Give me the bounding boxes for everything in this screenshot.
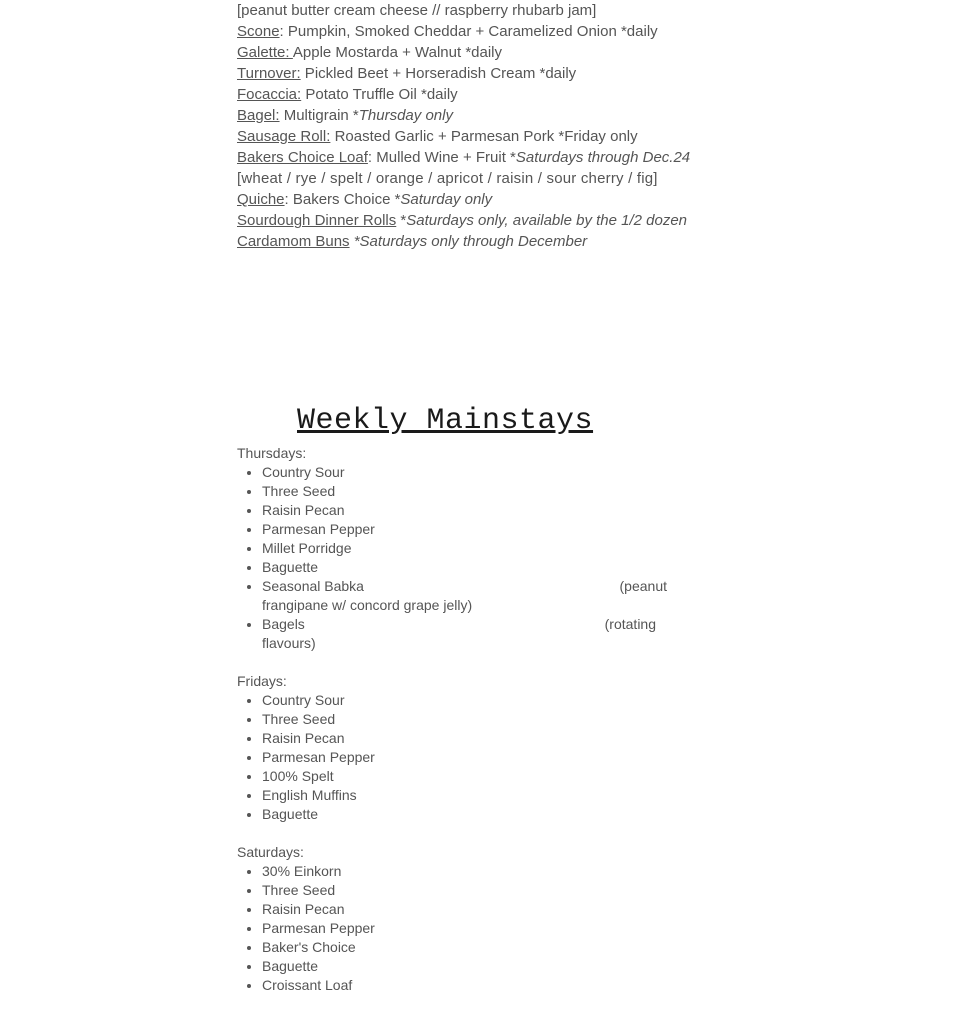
menu-item-galette bbox=[237, 42, 677, 63]
mainstays-list bbox=[237, 444, 667, 995]
list-item: • Three Seed bbox=[262, 881, 667, 900]
quiche-note: Saturday only bbox=[400, 191, 493, 208]
list-item: • Raisin Pecan bbox=[262, 501, 667, 520]
list-item: • 100% Spelt bbox=[262, 767, 667, 786]
cardamom-buns-note: *Saturdays only through December bbox=[353, 233, 588, 250]
bagels-name: • Bagels bbox=[262, 616, 305, 632]
bagels-note: (rotating bbox=[604, 616, 656, 632]
list-item: • Raisin Pecan bbox=[262, 729, 667, 748]
galette-link[interactable]: Galette: bbox=[237, 44, 293, 61]
turnover-link[interactable]: Turnover: bbox=[237, 65, 301, 82]
list-item: • Millet Porridge bbox=[262, 539, 667, 558]
cardamom-buns-link[interactable]: Cardamom Buns bbox=[237, 233, 350, 250]
babka-name: • Seasonal Babka bbox=[262, 578, 364, 594]
menu-item-dinner-rolls bbox=[237, 210, 688, 231]
bakers-choice-loaf-note: Saturdays through Dec.24 bbox=[515, 149, 691, 166]
list-item: • Croissant Loaf bbox=[262, 976, 667, 995]
list-item: • Country Sour bbox=[262, 463, 667, 482]
list-item: • Three Seed bbox=[262, 482, 667, 501]
bakers-choice-loaf-description: : Mulled Wine + Fruit * bbox=[367, 149, 516, 166]
dinner-rolls-link[interactable]: Sourdough Dinner Rolls bbox=[237, 212, 397, 229]
sausage-roll-description: Roasted Garlic + Parmesan Pork *Friday only bbox=[330, 128, 638, 145]
list-item bbox=[262, 577, 667, 615]
list-item: • Parmesan Pepper bbox=[262, 748, 667, 767]
quiche-description: : Bakers Choice * bbox=[284, 191, 401, 208]
sausage-roll-link[interactable]: Sausage Roll: bbox=[237, 128, 331, 145]
list-item: • Parmesan Pepper bbox=[262, 520, 667, 539]
scone-link[interactable]: Scone bbox=[237, 23, 280, 40]
babka-note: (peanut bbox=[619, 578, 667, 594]
list-item: • English Muffins bbox=[262, 786, 667, 805]
menu-item-bakers-choice-loaf bbox=[237, 147, 691, 168]
menu-item-sausage-roll bbox=[237, 126, 677, 147]
saturday-label: Saturdays: bbox=[237, 844, 304, 860]
list-item: • Parmesan Pepper bbox=[262, 919, 667, 938]
list-item: • Baguette bbox=[262, 957, 667, 976]
jam-flavours: [peanut butter cream cheese // raspberry rhubarb jam] bbox=[237, 2, 597, 19]
babka-note-cont: frangipane w/ concord grape jelly) bbox=[262, 597, 473, 613]
list-item: • Baguette bbox=[262, 805, 667, 824]
list-item: • 30% Einkorn bbox=[262, 862, 667, 881]
bagel-note: Thursday only bbox=[358, 107, 453, 124]
menu-item-bagel bbox=[237, 105, 677, 126]
weekly-menu bbox=[237, 0, 691, 252]
list-item: • Raisin Pecan bbox=[262, 900, 667, 919]
list-item: • Country Sour bbox=[262, 691, 667, 710]
saturday-list bbox=[237, 862, 667, 995]
menu-item-turnover bbox=[237, 63, 677, 84]
menu-item-cardamom-buns bbox=[237, 231, 677, 252]
friday-label: Fridays: bbox=[237, 673, 287, 689]
page-title: Weekly Mainstays bbox=[297, 404, 594, 438]
dinner-rolls-note: Saturdays only, available by the 1/2 dozen bbox=[406, 212, 688, 229]
thursday-list bbox=[237, 463, 667, 653]
turnover-description: Pickled Beet + Horseradish Cream *daily bbox=[300, 65, 577, 82]
list-item: • Baker's Choice bbox=[262, 938, 667, 957]
focaccia-description: Potato Truffle Oil *daily bbox=[301, 86, 458, 103]
quiche-link[interactable]: Quiche bbox=[237, 191, 285, 208]
focaccia-link[interactable]: Focaccia: bbox=[237, 86, 302, 103]
thursday-label: Thursdays: bbox=[237, 445, 307, 461]
menu-item-focaccia bbox=[237, 84, 677, 105]
galette-description: Apple Mostarda + Walnut *daily bbox=[292, 44, 503, 61]
list-item: • Baguette bbox=[262, 558, 667, 577]
loaf-flavours: [wheat / rye / spelt / orange / apricot / raisin / sour cherry / fig] bbox=[237, 170, 658, 187]
menu-item-scone bbox=[237, 21, 677, 42]
bagels-note-cont: flavours) bbox=[262, 635, 316, 651]
bagel-link[interactable]: Bagel: bbox=[237, 107, 280, 124]
scone-description: : Pumpkin, Smoked Cheddar + Caramelized Onion *daily bbox=[279, 23, 658, 40]
friday-list bbox=[237, 691, 667, 824]
list-item bbox=[262, 615, 667, 653]
menu-item-quiche bbox=[237, 189, 677, 210]
bakers-choice-loaf-link[interactable]: Bakers Choice Loaf bbox=[237, 149, 368, 166]
dinner-rolls-description: * bbox=[396, 212, 407, 229]
list-item: • Three Seed bbox=[262, 710, 667, 729]
bagel-description: Multigrain * bbox=[279, 107, 359, 124]
